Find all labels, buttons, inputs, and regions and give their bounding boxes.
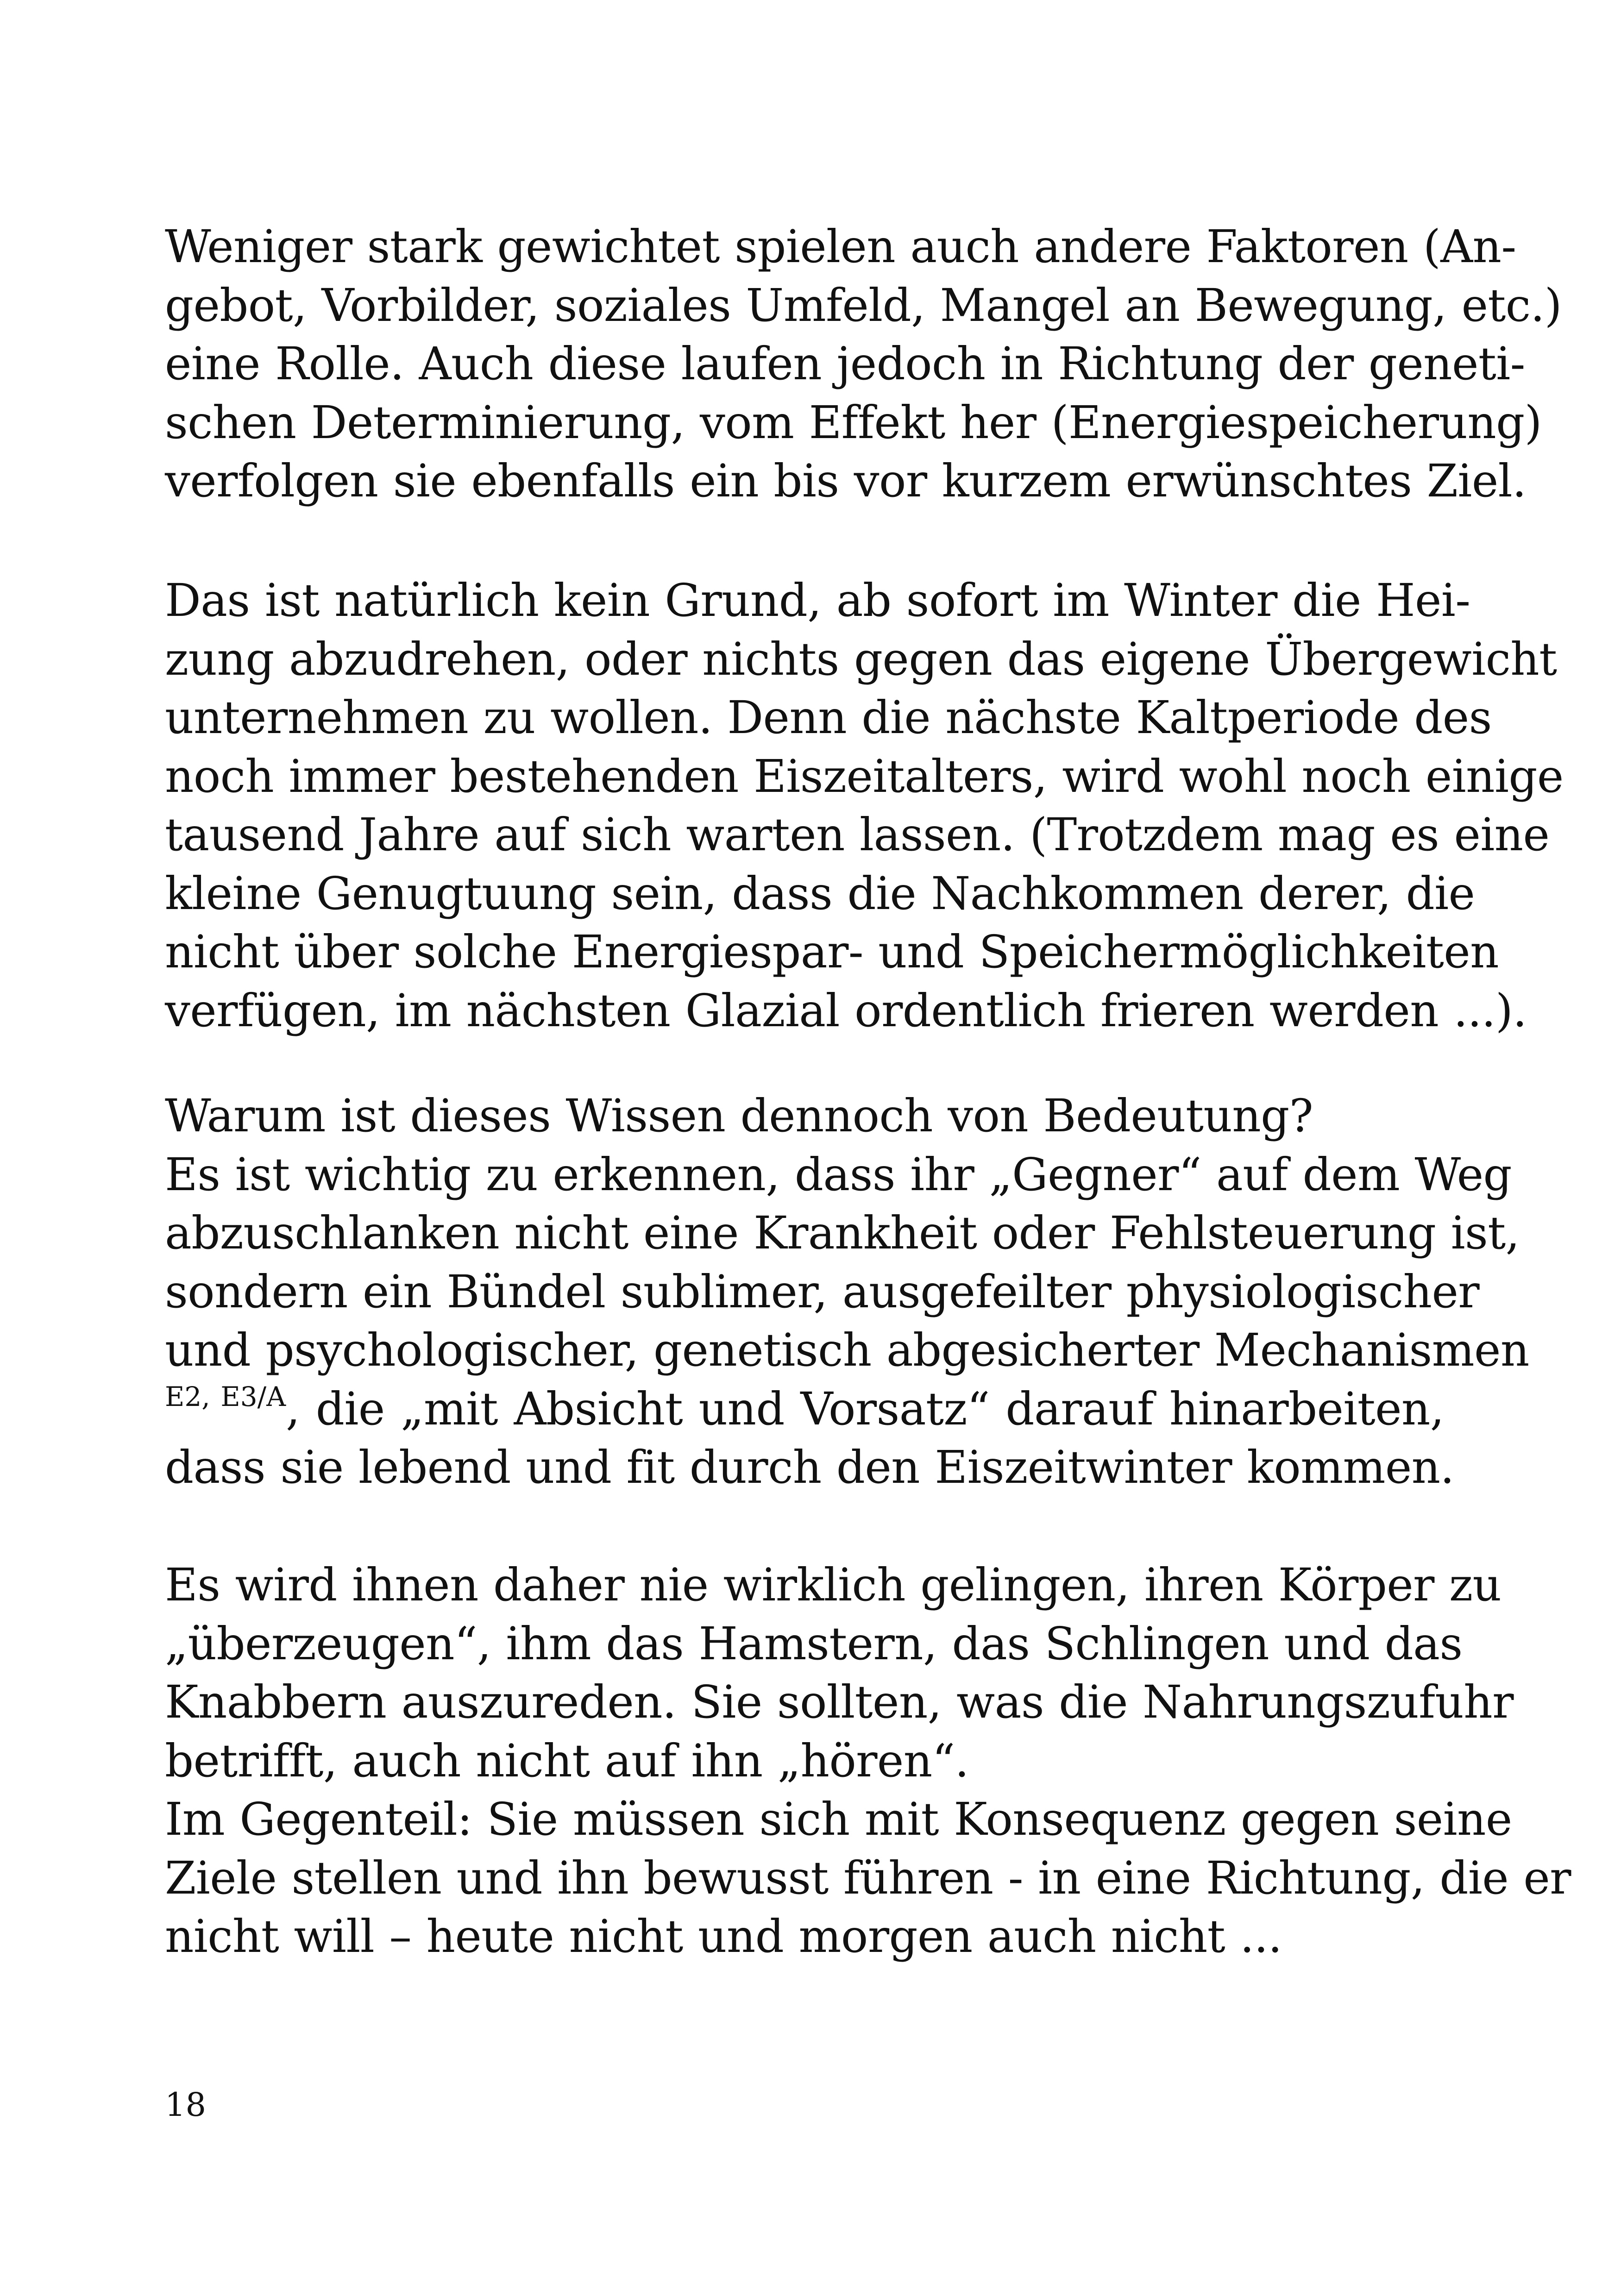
paragraph-2 xyxy=(165,571,1564,1040)
paragraph-4-line-7: nicht will – heute nicht und morgen auch nicht ... xyxy=(165,1910,1282,1963)
paragraph-1-line-4: schen Determinierung, vom Effekt her (Energiespeicherung) xyxy=(165,396,1542,449)
paragraph-4-line-6: Ziele stellen und ihn bewusst führen - in eine Richtung, die er xyxy=(165,1851,1571,1904)
paragraph-2-line-5: tausend Jahre auf sich warten lassen. (Trotzdem mag es eine xyxy=(165,809,1550,861)
paragraph-3-line-6 xyxy=(165,1380,1444,1439)
paragraph-1-line-1: Weniger stark gewichtet spielen auch andere Faktoren (An- xyxy=(165,220,1516,273)
paragraph-3-line-4: sondern ein Bündel sublimer, ausgefeilter physiologischer xyxy=(165,1265,1480,1318)
paragraph-3-line-5: und psychologischer, genetisch abgesicherter Mechanismen xyxy=(165,1324,1529,1376)
paragraph-1 xyxy=(165,218,1562,511)
paragraph-1-line-5: verfolgen sie ebenfalls ein bis vor kurzem erwünschtes Ziel. xyxy=(165,455,1527,507)
page-number: 18 xyxy=(165,2086,207,2124)
paragraph-2-line-6: kleine Genugtuung sein, dass die Nachkommen derer, die xyxy=(165,867,1475,920)
paragraph-3-line-3: abzuschlanken nicht eine Krankheit oder Fehlsteuerung ist, xyxy=(165,1207,1520,1259)
paragraph-2-line-8: verfügen, im nächsten Glazial ordentlich frieren werden ...). xyxy=(165,984,1527,1037)
paragraph-4-line-5: Im Gegenteil: Sie müssen sich mit Konsequenz gegen seine xyxy=(165,1793,1512,1845)
paragraph-3-line-6-text: , die „mit Absicht und Vorsatz“ darauf hinarbeiten, xyxy=(286,1382,1445,1435)
paragraph-2-line-2: zung abzudrehen, oder nichts gegen das eigene Übergewicht xyxy=(165,633,1557,685)
paragraph-2-line-1: Das ist natürlich kein Grund, ab sofort im Winter die Hei- xyxy=(165,574,1470,627)
paragraph-2-line-4: noch immer bestehenden Eiszeitalters, wird wohl noch einige xyxy=(165,750,1564,803)
paragraph-4-line-4: betrifft, auch nicht auf ihn „hören“. xyxy=(165,1734,969,1787)
paragraph-4-line-1: Es wird ihnen daher nie wirklich gelingen, ihren Körper zu xyxy=(165,1559,1502,1611)
paragraph-3-final-line: dass sie lebend und fit durch den Eiszeitwinter kommen. xyxy=(165,1441,1454,1493)
paragraph-4-line-2: „überzeugen“, ihm das Hamstern, das Schlingen und das xyxy=(165,1617,1463,1670)
paragraph-2-line-7: nicht über solche Energiespar- und Speichermöglichkeiten xyxy=(165,926,1499,978)
paragraph-1-line-3: eine Rolle. Auch diese laufen jedoch in Richtung der geneti- xyxy=(165,338,1525,390)
paragraph-3-line-2: Es ist wichtig zu erkennen, dass ihr „Gegner“ auf dem Weg xyxy=(165,1148,1512,1201)
paragraph-3 xyxy=(165,1087,1529,1497)
paragraph-4-line-3: Knabbern auszureden. Sie sollten, was die Nahrungszufuhr xyxy=(165,1676,1514,1728)
paragraph-2-line-3: unternehmen zu wollen. Denn die nächste Kaltperiode des xyxy=(165,691,1492,744)
paragraph-4 xyxy=(165,1556,1571,1966)
paragraph-1-line-2: gebot, Vorbilder, soziales Umfeld, Mangel an Bewegung, etc.) xyxy=(165,279,1562,332)
reference-superscript: E2, E3/A xyxy=(165,1380,286,1412)
paragraph-3-question: Warum ist dieses Wissen dennoch von Bedeutung? xyxy=(165,1090,1313,1142)
